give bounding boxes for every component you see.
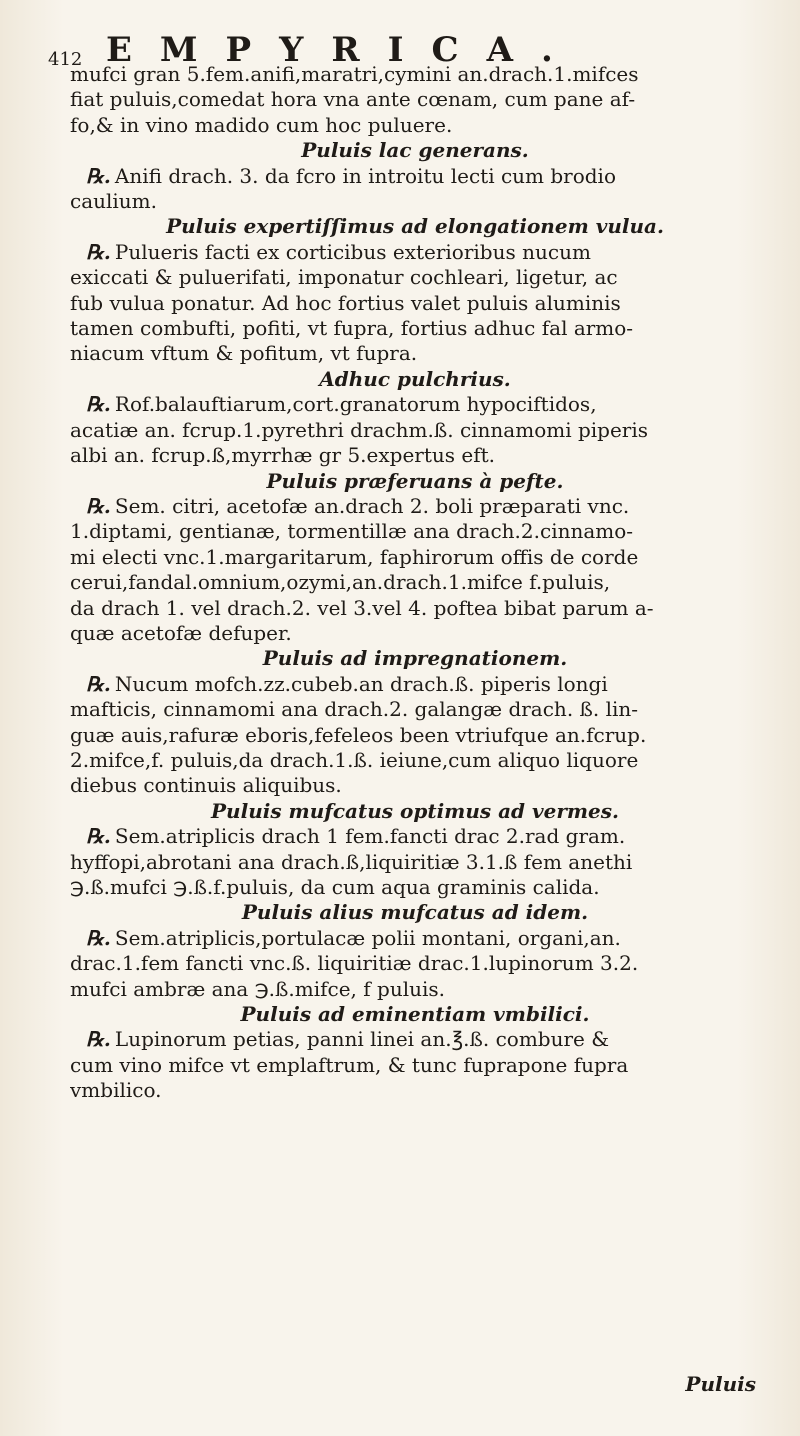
- text-line: Rof.balauftiarum,cort.granatorum hypociftidos,: [114, 392, 597, 417]
- section-heading: Puluis mufcatus optimus ad vermes.: [211, 798, 619, 823]
- text-line: ℈.ß.mufci ℈.ß.f.puluis, da cum aqua graminis calida.: [70, 875, 600, 899]
- page-number: 412: [48, 49, 83, 70]
- recipe-line: [70, 392, 760, 417]
- recipe-symbol: ℞.: [86, 239, 111, 264]
- text-line: albi an. fcrup.ß,myrrhæ gr 5.expertus eft.: [70, 443, 496, 468]
- section-heading: Puluis præferuans à pefte.: [266, 468, 564, 493]
- catchword: Puluis: [685, 1372, 756, 1396]
- text-line: cerui,fandal.omnium,ozymi,an.drach.1.mifce f.puluis,: [70, 570, 611, 595]
- text-line: mufci gran 5.fem.anifi,maratri,cymini an.drach.1.mifces: [70, 62, 639, 86]
- recipe-line: [70, 494, 760, 519]
- text-line: mi electi vnc.1.margaritarum, faphirorum offis de corde: [70, 544, 639, 569]
- text-line: mafticis, cinnamomi ana drach.2. galangæ drach. ß. lin-: [70, 697, 639, 722]
- text-line: cum vino mifce vt emplaftrum, & tunc fuprapone fupra: [70, 1052, 629, 1077]
- recipe-symbol: ℞.: [86, 824, 111, 849]
- text-line: Anifi drach. 3. da fcro in introitu lecti cum brodio: [114, 163, 616, 188]
- section-heading: Adhuc pulchrius.: [319, 366, 511, 391]
- recipe-line: [70, 672, 760, 697]
- recipe-symbol: ℞.: [86, 1027, 111, 1052]
- text-line: quæ acetofæ defuper.: [70, 620, 292, 645]
- text-line: Sem. citri, acetofæ an.drach 2. boli præparati vnc.: [114, 493, 630, 518]
- recipe-line: [70, 240, 760, 265]
- text-line: Sem.atriplicis drach 1 fem.fancti drac 2.rad gram.: [114, 824, 626, 849]
- text-line: 2.mifce,f. puluis,da drach.1.ß. ieiune,cum aliquo liquore: [70, 747, 639, 772]
- text-line: hyffopi,abrotani ana drach.ß,liquiritiæ 3.1.ß fem anethi: [70, 849, 633, 874]
- recipe-line: [70, 164, 760, 189]
- text-line: Nucum mofch.zz.cubeb.an drach.ß. piperis longi: [114, 671, 608, 696]
- section-heading: Puluis alius mufcatus ad idem.: [241, 900, 589, 925]
- section-heading: Puluis lac generans.: [301, 138, 529, 163]
- recipe-line: [70, 824, 760, 849]
- recipe-line: [70, 926, 760, 951]
- text-line: 1.diptami, gentianæ, tormentillæ ana drach.2.cinnamo-: [70, 519, 634, 544]
- text-line: niacum vftum & pofitum, vt fupra.: [70, 341, 418, 366]
- text-line: Pulueris facti ex corticibus exterioribus nucum: [114, 239, 591, 264]
- text-line: mufci ambræ ana ℈.ß.mifce, f puluis.: [70, 976, 445, 1001]
- text-line: fub vulua ponatur. Ad hoc fortius valet puluis aluminis: [70, 290, 621, 315]
- text-line: guæ auis,rafuræ eboris,fefeleos been vtriufque an.fcrup.: [70, 722, 647, 747]
- text-line: acatiæ an. fcrup.1.pyrethri drachm.ß. cinnamomi piperis: [70, 417, 649, 442]
- text-line: da drach 1. vel drach.2. vel 3.vel 4. poftea bibat parum a-: [70, 595, 654, 620]
- text-line: Lupinorum petias, panni linei an.℥.ß. combure &: [114, 1027, 610, 1052]
- text-line: diebus continuis aliquibus.: [70, 773, 342, 798]
- text-line: Sem.atriplicis,portulacæ polii montani, organi,an.: [114, 925, 621, 950]
- text-line: fiat puluis,comedat hora vna ante cœnam, cum pane af-: [70, 87, 636, 112]
- section-heading: Puluis ad impregnationem.: [262, 646, 568, 671]
- recipe-symbol: ℞.: [86, 925, 111, 950]
- recipe-symbol: ℞.: [86, 493, 111, 518]
- body-text: [70, 62, 760, 1104]
- section-heading: Puluis ad eminentiam vmbilici.: [240, 1002, 590, 1027]
- text-line: fo,& in vino madido cum hoc puluere.: [70, 112, 453, 137]
- running-title: EMPYRICA.: [106, 30, 581, 70]
- recipe-symbol: ℞.: [86, 163, 111, 188]
- recipe-symbol: ℞.: [86, 671, 111, 696]
- text-line: exiccati & puluerifati, imponatur cochleari, ligetur, ac: [70, 265, 618, 290]
- text-line: vmbilico.: [70, 1078, 162, 1103]
- text-line: drac.1.fem fancti vnc.ß. liquiritiæ drac.1.lupinorum 3.2.: [70, 951, 639, 976]
- section-heading: Puluis expertiſſimus ad elongationem vulua.: [166, 214, 664, 239]
- text-line: caulium.: [70, 189, 158, 214]
- recipe-line: [70, 1027, 760, 1052]
- text-line: tamen combufti, pofiti, vt fupra, fortius adhuc fal armo-: [70, 316, 634, 341]
- recipe-symbol: ℞.: [86, 392, 111, 417]
